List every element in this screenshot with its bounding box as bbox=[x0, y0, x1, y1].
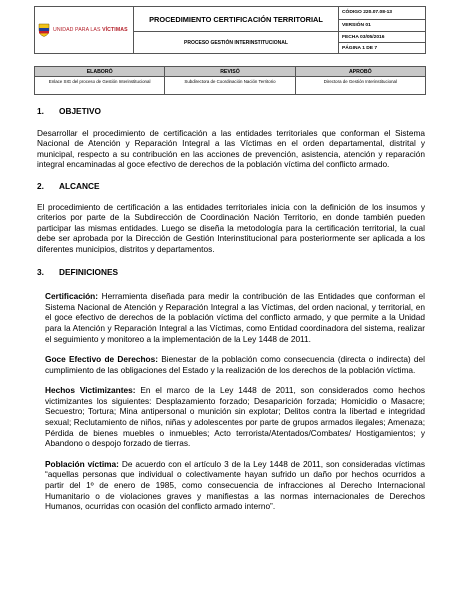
document-title: PROCEDIMIENTO CERTIFICACIÓN TERRITORIAL bbox=[134, 7, 339, 32]
approval-value-aprobo: Directora de Gestión Interinstitucional bbox=[295, 77, 425, 95]
document-body bbox=[37, 106, 425, 512]
section-text-objetivo: Desarrollar el procedimiento de certificación a las entidades territoriales que conforman el Sistema Nacional de Atención y Reparación Integral a las Víctimas en el orden departamental, distrital y municipal, respecto a su contribución en las acciones de prevención, asistencia, atención y reparación integral encaminadas al goce efectivo de derechos de la población víctima del conflicto armado. bbox=[37, 127, 425, 170]
definition-poblacion-victima bbox=[45, 459, 425, 512]
document-code: CÓDIGO 220.07.08-13 bbox=[339, 7, 426, 20]
document-header-table bbox=[34, 6, 426, 54]
definition-term: Hechos Victimizantes: bbox=[45, 385, 136, 396]
approval-value-reviso: Subdirectora de Coordinación Nación Territorio bbox=[165, 77, 295, 95]
definition-text: En el marco de la Ley 1448 de 2011, son considerados como hechos victimizantes los siguientes: Desplazamiento forzado; Desaparición forzada; Homicidio o Masacre; Secuestro; Tortura; Mina antipersonal o munición sin explotar; Delitos contra la libertad e integridad sexual; Reclutamiento de niños, niñas y adolescentes por parte de grupos armados ilegales; Amenaza; Pérdida de bienes muebles o inmuebles; Acto terrorista/Atentados/Combates/ Hostigamientos; y Abandono o despojo forzado de tierras. bbox=[45, 385, 426, 449]
logo-cell bbox=[35, 7, 134, 54]
colombia-crest-icon bbox=[38, 23, 50, 37]
definition-term: Certificación: bbox=[45, 291, 99, 302]
document-version: VERSIÓN 01 bbox=[339, 19, 426, 32]
document-date: FECHA 03/05/2016 bbox=[339, 32, 426, 43]
approval-table bbox=[34, 66, 426, 95]
definition-text: Bienestar de la población como consecuencia (directa o indirecta) del cumplimiento de las obligaciones del Estado y la realización de los derechos de la población víctima. bbox=[45, 354, 425, 375]
approval-header-reviso: REVISÓ bbox=[165, 67, 295, 77]
definition-text: De acuerdo con el artículo 3 de la Ley 1448 de 2011, son consideradas víctimas “aquellas personas que individual o colectivamente hayan sufrido un daño por hechos ocurridos a partir del 1º de enero de 1985, como consecuencia de infracciones al Derecho Internacional Humanitario o de violaciones graves y manifiestas a las normas internacionales de Derechos Humanos, ocurridas con ocasión del conflicto armado interno”. bbox=[45, 458, 425, 512]
section-heading-alcance: 2. ALCANCE bbox=[37, 180, 100, 191]
process-name: PROCESO GESTIÓN INTERINSTITUCIONAL bbox=[134, 32, 339, 54]
definition-goce-efectivo bbox=[45, 354, 425, 375]
definition-text: Herramienta diseñada para medir la contribución de las Entidades que conforman el Sistema Nacional de Atención y Reparación Integral a las Víctimas, del orden nacional, y territorial, en el goce efectivo de derechos de la población víctima del conflicto armado, y que permite a la Unidad para la Atención y Reparación Integral a las Víctimas, como Entidad coordinadora del sistema, realizar el seguimiento y monitoreo a la implementación de la Ley 1448 de 2011. bbox=[45, 291, 425, 344]
approval-value-elaboro: Enlace SIG del proceso de Gestión Interinstitucional bbox=[35, 77, 165, 95]
section-heading-definiciones: 3. DEFINICIONES bbox=[37, 266, 119, 277]
approval-header-aprobo: APROBÓ bbox=[295, 67, 425, 77]
definition-certificacion bbox=[45, 291, 425, 344]
unidad-victimas-logo bbox=[38, 23, 130, 37]
document-page-number: PÁGINA 1 DE 7 bbox=[339, 43, 426, 54]
definition-term: Población víctima: bbox=[45, 458, 119, 469]
section-text-alcance: El procedimiento de certificación a las entidades territoriales inicia con la definición de los insumos y criterios por parte de la Subdirección de Coordinación Nación Territorio, en donde también pueden participar las mismas entidades. Luego se diseña la metodología para la certificación territorial, la cual debe ser aprobada por la Dirección de Gestión Interinstitucional para posteriormente ser aplicada a los diferentes municipios, distritos y departamentos. bbox=[37, 201, 425, 254]
approval-header-elaboro: ELABORÓ bbox=[35, 67, 165, 77]
logo-text: UNIDAD PARA LAS bbox=[53, 27, 103, 33]
logo-text-bold: VÍCTIMAS bbox=[102, 27, 128, 33]
definition-term: Goce Efectivo de Derechos: bbox=[45, 354, 158, 365]
section-heading-objetivo: 1. OBJETIVO bbox=[37, 106, 101, 116]
definition-hechos-victimizantes bbox=[45, 385, 425, 449]
